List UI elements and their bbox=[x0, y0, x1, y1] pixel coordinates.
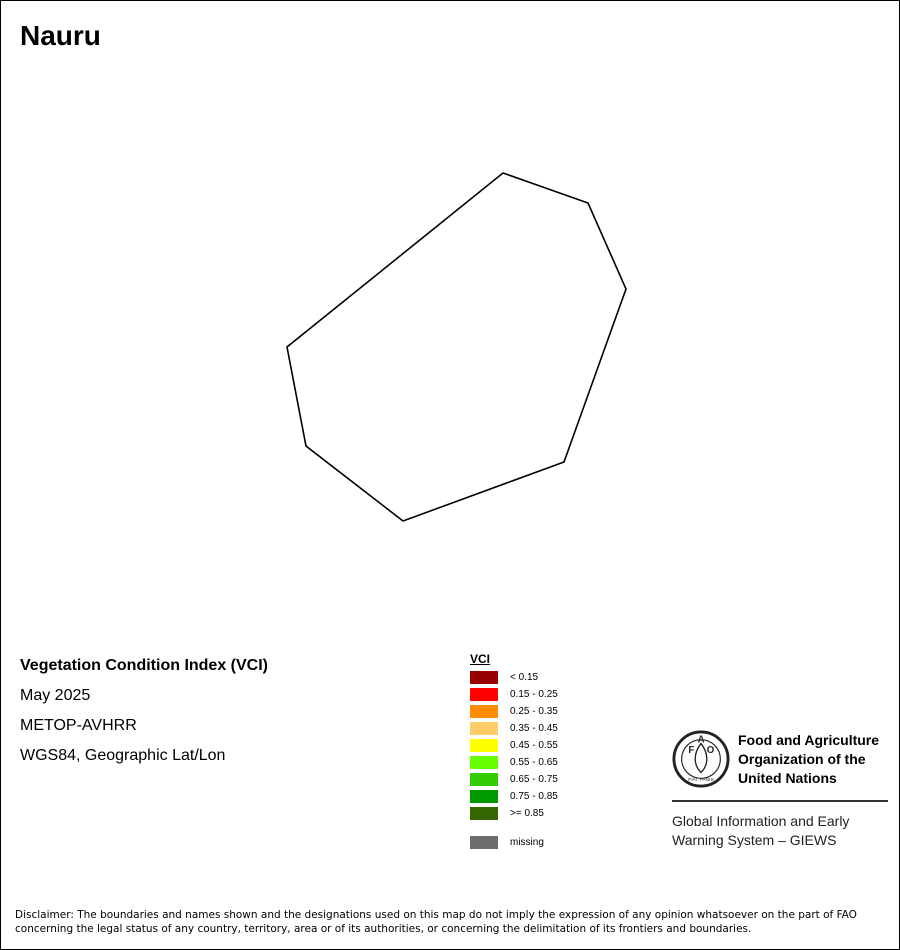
legend-item bbox=[470, 703, 558, 720]
map-title: Nauru bbox=[20, 20, 101, 51]
legend-swatch bbox=[470, 705, 498, 718]
logo-letter-a: A bbox=[697, 734, 705, 746]
legend-item bbox=[470, 686, 558, 703]
legend-swatch bbox=[470, 773, 498, 786]
legend-classes bbox=[470, 669, 558, 822]
legend-item bbox=[470, 771, 558, 788]
legend-label: missing bbox=[510, 837, 544, 848]
legend-swatch bbox=[470, 790, 498, 803]
disclaimer-line: Disclaimer: The boundaries and names shown and the designations used on this map do not imply the expression of any opinion whatsoever on the part of FAO bbox=[15, 909, 857, 921]
legend-label: 0.55 - 0.65 bbox=[510, 757, 558, 768]
legend bbox=[470, 652, 558, 851]
legend-label: 0.65 - 0.75 bbox=[510, 774, 558, 785]
sensor-name: METOP-AVHRR bbox=[20, 717, 137, 734]
legend-item bbox=[470, 788, 558, 805]
legend-swatch bbox=[470, 807, 498, 820]
legend-swatch bbox=[470, 722, 498, 735]
organization-name-line: United Nations bbox=[738, 769, 837, 786]
legend-item bbox=[470, 669, 558, 686]
legend-label: < 0.15 bbox=[510, 672, 539, 683]
disclaimer-line: concerning the legal status of any country, territory, area or of its authorities, or concerning the delimitation of its frontiers and boundaries. bbox=[15, 923, 752, 935]
legend-swatch bbox=[470, 688, 498, 701]
organization-name bbox=[738, 731, 879, 788]
legend-label: 0.75 - 0.85 bbox=[510, 791, 558, 802]
map-date: May 2025 bbox=[20, 687, 91, 704]
map-info bbox=[20, 656, 268, 776]
system-name bbox=[672, 812, 888, 850]
legend-item bbox=[470, 805, 558, 822]
legend-swatch bbox=[470, 836, 498, 849]
fao-logo-icon bbox=[672, 730, 730, 788]
legend-label: 0.45 - 0.55 bbox=[510, 740, 558, 751]
legend-label: 0.35 - 0.45 bbox=[510, 723, 558, 734]
legend-label: >= 0.85 bbox=[510, 808, 544, 819]
legend-item bbox=[470, 754, 558, 771]
legend-swatch bbox=[470, 756, 498, 769]
legend-item bbox=[470, 720, 558, 737]
system-name-line: Global Information and Early bbox=[672, 813, 850, 829]
legend-item-missing bbox=[470, 834, 558, 851]
projection-name: WGS84, Geographic Lat/Lon bbox=[20, 747, 226, 764]
legend-swatch bbox=[470, 671, 498, 684]
legend-title: VCI bbox=[470, 652, 491, 666]
fao-branding bbox=[672, 730, 888, 850]
legend-item bbox=[470, 737, 558, 754]
legend-label: 0.25 - 0.35 bbox=[510, 706, 558, 717]
logo-motto: FIAT PANIS bbox=[688, 778, 714, 784]
logo-letter-f: F bbox=[688, 745, 695, 757]
organization-name-line: Organization of the bbox=[738, 750, 866, 767]
divider bbox=[672, 800, 888, 802]
organization-name-line: Food and Agriculture bbox=[738, 731, 880, 748]
logo-letter-o: O bbox=[706, 745, 715, 757]
legend-label: 0.15 - 0.25 bbox=[510, 689, 558, 700]
disclaimer bbox=[15, 908, 885, 936]
system-name-line: Warning System – GIEWS bbox=[672, 832, 837, 848]
legend-swatch bbox=[470, 739, 498, 752]
nauru-boundary bbox=[287, 173, 626, 521]
index-name: Vegetation Condition Index (VCI) bbox=[20, 657, 268, 674]
